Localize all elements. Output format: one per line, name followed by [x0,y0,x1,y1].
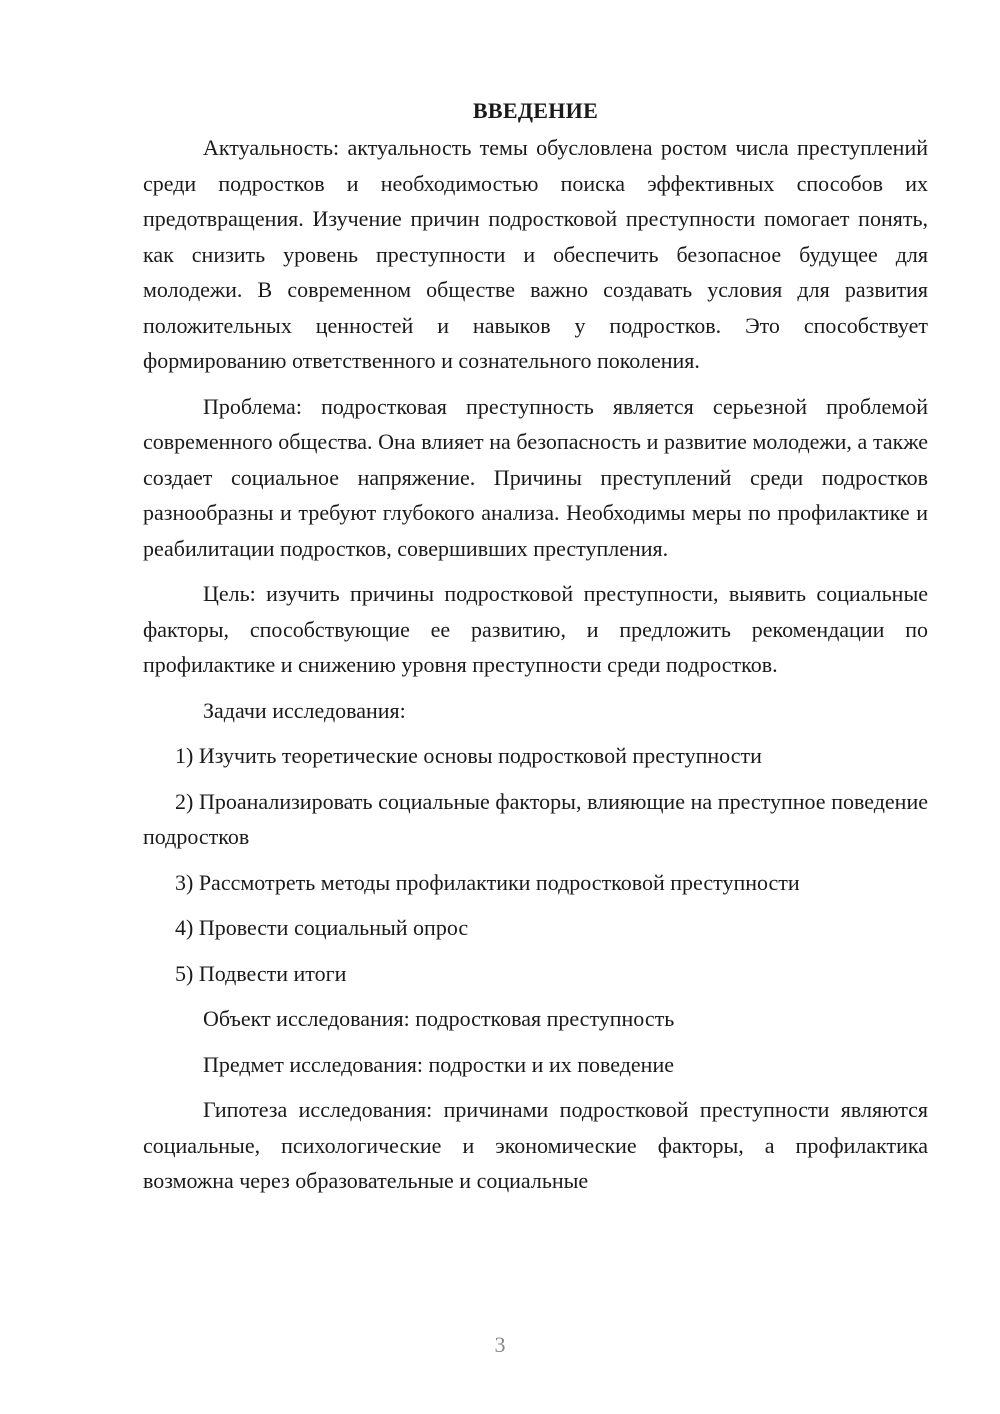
hypothesis-paragraph: Гипотеза исследования: причинами подростковой преступности являются социальные, психологические и экономические факторы, а профилактика возможна через образовательные и социальные [143,1097,928,1193]
task-item: 4) Провести социальный опрос [175,915,469,940]
page-number: 3 [494,1332,506,1357]
task-item: 5) Подвести итоги [175,960,347,986]
task-item: 3) Рассмотреть методы профилактики подростковой преступности [175,869,800,895]
tasks-heading: Задачи исследования: [203,697,406,723]
relevance-paragraph: Актуальность: актуальность темы обусловлена ростом числа преступлений среди подростков и необходимостью поиска эффективных способов их предотвращения. Изучение причин подростковой преступности помогает понять, как снизить уровень преступности и обеспечить безопасное будущее для молодежи. В современном обществе важно создавать условия для развития положительных ценностей и навыков у подростков. Это способствует формированию ответственного и сознательного поколения. [143,135,928,373]
goal-paragraph: Цель: изучить причины подростковой преступности, выявить социальные факторы, способствующие ее развитию, и предложить рекомендации по профилактике и снижению уровня преступности среди подростков. [143,581,928,677]
document-page [143,93,928,1209]
task-item: 1) Изучить теоретические основы подростковой преступности [175,743,762,768]
task-item: 2) Проанализировать социальные факторы, влияющие на преступное поведение подростков [143,788,928,849]
object-paragraph: Объект исследования: подростковая преступность [203,1006,675,1031]
page-title: ВВЕДЕНИЕ [472,98,599,123]
subject-paragraph: Предмет исследования: подростки и их поведение [203,1051,674,1077]
problem-paragraph: Проблема: подростковая преступность является серьезной проблемой современного общества. Она влияет на безопасность и развитие молодежи, а также создает социальное напряжение. Причины преступлений среди подростков разнообразны и требуют глубокого анализа. Необходимы меры по профилактике и реабилитации подростков, совершивших преступления. [143,393,928,561]
